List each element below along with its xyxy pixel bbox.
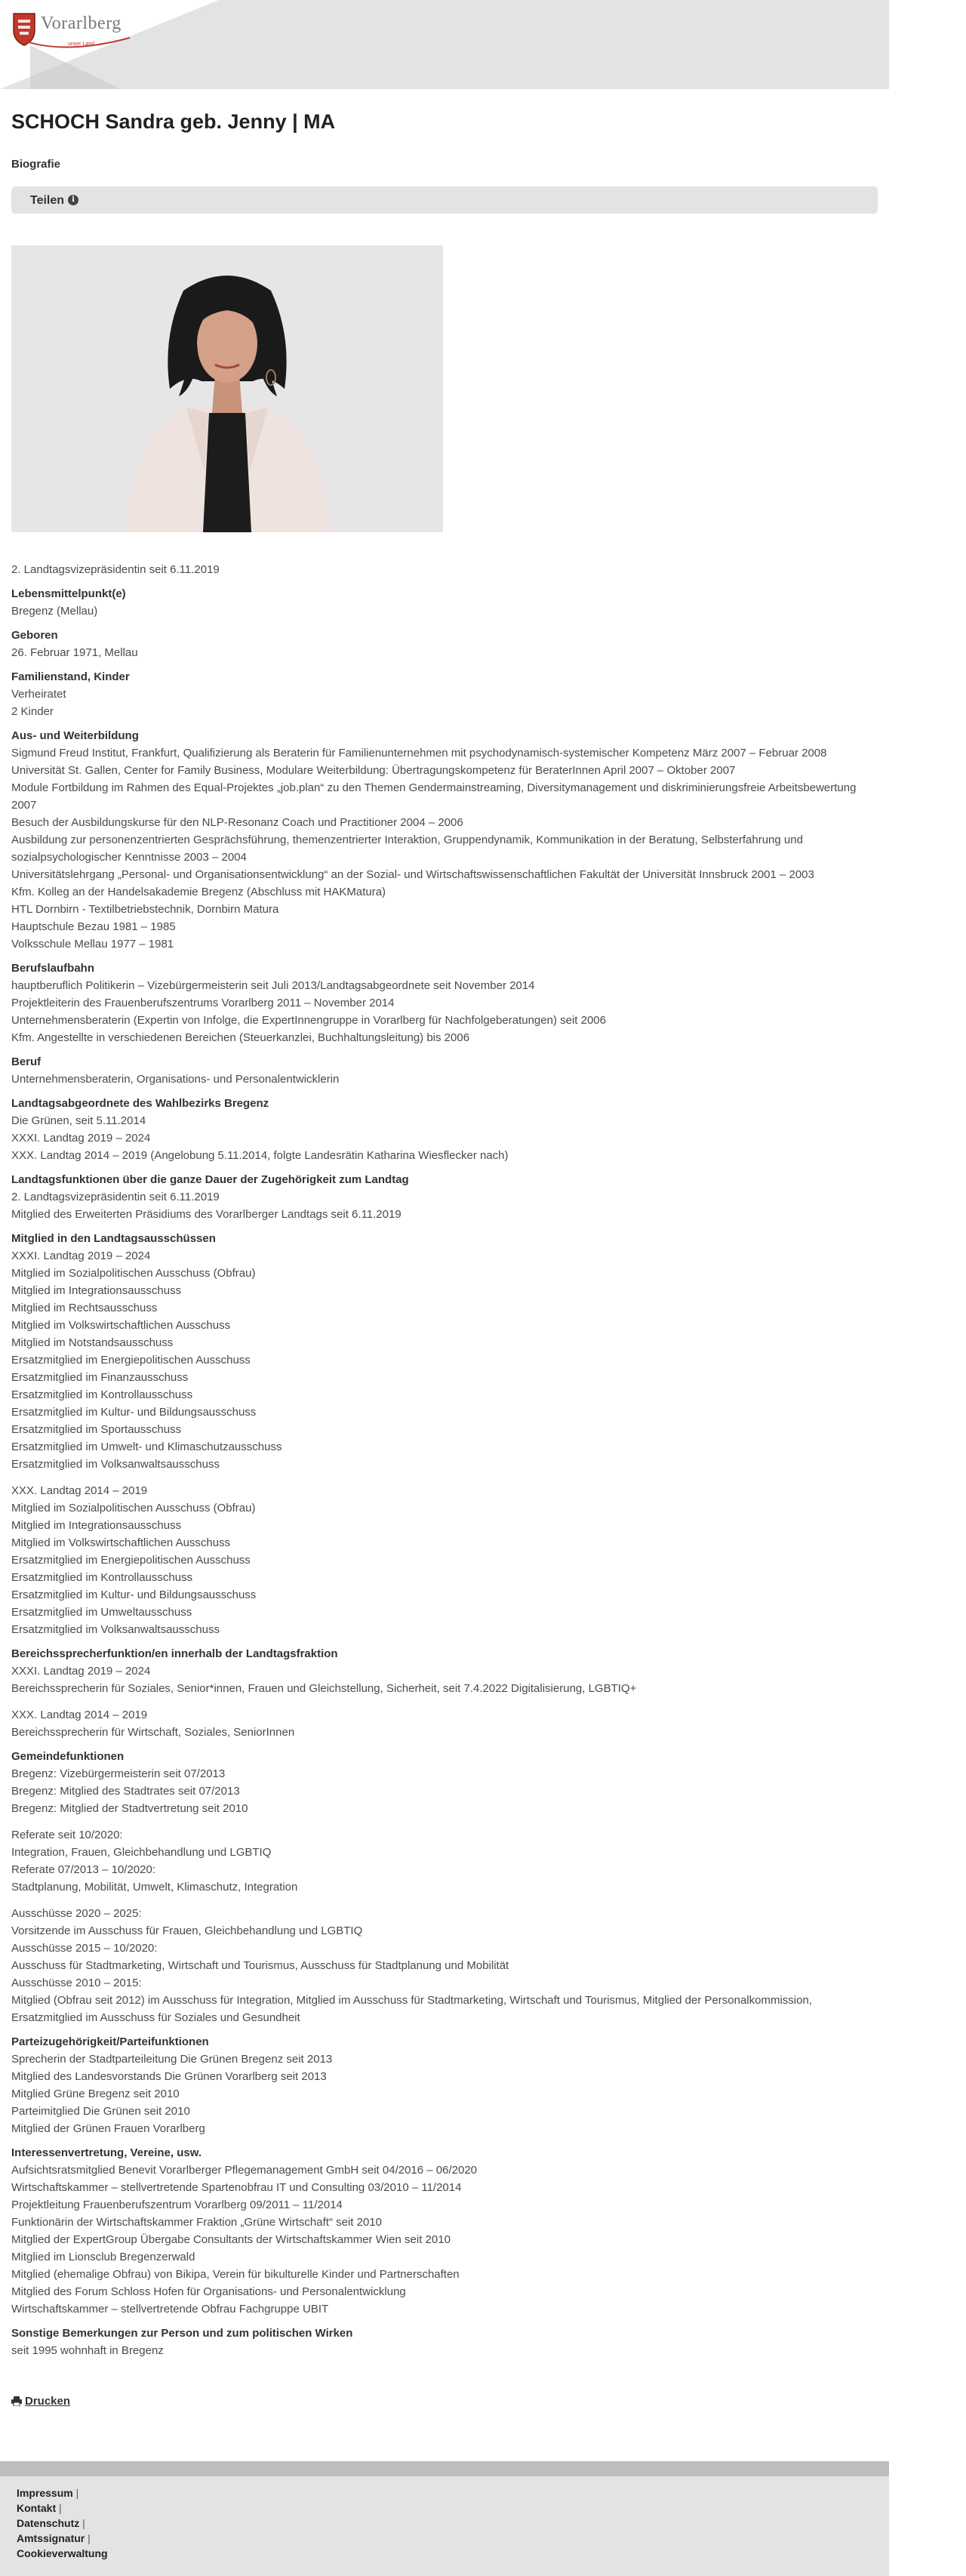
footer-link-label: Amtssignatur [17,2532,85,2544]
section-line: Mitglied im Notstandsausschuss [11,1336,174,1349]
section-title: Berufslaufbahn [11,962,95,975]
section-line: Volksschule Mellau 1977 – 1981 [11,938,174,951]
section-line: Integration, Frauen, Gleichbehandlung und LGBTIQ [11,1846,272,1859]
bio-section [11,1095,878,1164]
main-content [0,109,889,2410]
section-line: Parteimitglied Die Grünen seit 2010 [11,2105,190,2118]
section-line: Mitglied des Erweiterten Präsidiums des Vorarlberger Landtags seit 6.11.2019 [11,1208,401,1221]
printer-icon [11,2396,22,2406]
section-line: Sprecherin der Stadtparteileitung Die Grünen Bregenz seit 2013 [11,2053,333,2066]
vorarlberg-logo[interactable] [8,8,136,49]
section-line: XXXI. Landtag 2019 – 2024 [11,1665,151,1678]
section-title: Beruf [11,1055,42,1068]
section-line: Mitglied im Integrationsausschuss [11,1284,182,1297]
page-title: SCHOCH Sandra geb. Jenny | MA [11,110,336,133]
section-line: 2 Kinder [11,705,54,718]
logo-text: Vorarlberg [41,14,122,33]
section-line: Bereichssprecherin für Wirtschaft, Soziales, SeniorInnen [11,1726,295,1739]
section-title: Mitglied in den Landtagsausschüssen [11,1232,216,1245]
bio-section [11,668,878,720]
footer-link-label: Datenschutz [17,2517,80,2529]
section-line: Hauptschule Bezau 1981 – 1985 [11,920,176,933]
section-line: XXX. Landtag 2014 – 2019 (Angelobung 5.11.2014, folgte Landesrätin Katharina Wiesflecker nach) [11,1149,509,1162]
section-line: XXX. Landtag 2014 – 2019 [11,1484,148,1497]
section-title: Lebensmittelpunkt(e) [11,587,126,600]
section-line: Mitglied Grüne Bregenz seit 2010 [11,2088,180,2100]
footer-separator: | [59,2502,62,2514]
bio-section [11,2325,878,2359]
section-title: Interessenvertretung, Vereine, usw. [11,2146,202,2159]
footer-separator: | [88,2532,91,2544]
section-line: Bregenz: Mitglied des Stadtrates seit 07/2013 [11,1785,240,1798]
section-line: Ersatzmitglied im Volksanwaltsausschuss [11,1623,220,1636]
section-line: Mitglied des Forum Schloss Hofen für Organisations- und Personalentwicklung [11,2285,406,2298]
footer-link-label: Cookieverwaltung [17,2547,108,2559]
group-spacer [11,1473,878,1482]
intro-line: 2. Landtagsvizepräsidentin seit 6.11.2019 [11,563,220,576]
section-line: Referate seit 10/2020: [11,1829,123,1841]
section-line: Aufsichtsratsmitglied Benevit Vorarlberger Pflegemanagement GmbH seit 04/2016 – 06/2020 [11,2164,478,2177]
section-line: Ausschüsse 2015 – 10/2020: [11,1942,158,1955]
section-line: Mitglied (Obfrau seit 2012) im Ausschuss für Integration, Mitglied im Ausschuss für Stadtmarketing, Wirtschaft und Tourismus, Mitglied der Personalkommission, [11,1994,812,2007]
section-line: Ersatzmitglied im Energiepolitischen Ausschuss [11,1354,251,1367]
bio-section [11,1748,878,2026]
section-line: Ersatzmitglied im Kontrollausschuss [11,1571,193,1584]
bio-section [11,2033,878,2137]
section-line: Projektleitung Frauenberufszentrum Vorarlberg 09/2011 – 11/2014 [11,2199,343,2211]
section-title: Landtagsfunktionen über die ganze Dauer der Zugehörigkeit zum Landtag [11,1173,409,1186]
section-line: Bregenz: Mitglied der Stadtvertretung seit 2010 [11,1802,248,1815]
section-line: Bereichssprecherin für Soziales, Senior*innen, Frauen und Gleichstellung, Sicherheit, seit 7.4.2022 Digitalisierung, LGBTIQ+ [11,1682,637,1695]
section-line: Kfm. Kolleg an der Handelsakademie Bregenz (Abschluss mit HAKMatura) [11,886,386,898]
section-line: Mitglied im Sozialpolitischen Ausschuss (Obfrau) [11,1267,256,1280]
portrait-photo [11,245,443,532]
section-line: XXXI. Landtag 2019 – 2024 [11,1249,151,1262]
section-line: Ausbildung zur personenzentrierten Gesprächsführung, themenzentrierter Interaktion, Gruppendynamik, Kommunikation in der Beratung, Selbsterfahrung und sozialpsychologischer Kenntnisse 2003 – 2004 [11,834,803,864]
bio-section [11,627,878,661]
section-line: Mitglied im Rechtsausschuss [11,1302,158,1314]
print-label: Drucken [25,2395,71,2408]
section-line: hauptberuflich Politikerin – Vizebürgermeisterin seit Juli 2013/Landtagsabgeordnete seit November 2014 [11,979,535,992]
section-line: Referate 07/2013 – 10/2020: [11,1863,155,1876]
section-line: Unternehmensberaterin, Organisations- und Personalentwicklerin [11,1073,340,1086]
section-line: Mitglied des Landesvorstands Die Grünen Vorarlberg seit 2013 [11,2070,327,2083]
footer-link[interactable] [17,2485,872,2501]
bio-section [11,727,878,953]
section-line: Ersatzmitglied im Umwelt- und Klimaschutzausschuss [11,1441,282,1453]
section-line: Verheiratet [11,688,66,701]
footer-link[interactable] [17,2531,872,2546]
footer-link[interactable] [17,2501,872,2516]
section-title: Gemeindefunktionen [11,1750,125,1763]
footer-link[interactable] [17,2546,872,2561]
group-spacer [11,1697,878,1706]
section-line: Mitglied im Integrationsausschuss [11,1519,182,1532]
logo-tagline: unser Land [68,42,95,47]
section-line: 26. Februar 1971, Mellau [11,646,138,659]
section-line: HTL Dornbirn - Textilbetriebstechnik, Dornbirn Matura [11,903,279,916]
footer-link[interactable] [17,2516,872,2531]
section-title: Sonstige Bemerkungen zur Person und zum politischen Wirken [11,2327,353,2340]
section-line: XXXI. Landtag 2019 – 2024 [11,1132,151,1145]
section-line: Mitglied (ehemalige Obfrau) von Bikipa, Verein für bikulturelle Kinder und Partnerschaften [11,2268,460,2281]
bio-section [11,1230,878,1638]
section-line: Mitglied im Volkswirtschaftlichen Ausschuss [11,1319,231,1332]
section-line: Ersatzmitglied im Finanzausschuss [11,1371,189,1384]
info-icon: i [68,195,78,205]
section-line: Ersatzmitglied im Kontrollausschuss [11,1388,193,1401]
group-spacer [11,1896,878,1905]
footer-link-label: Kontakt [17,2502,57,2514]
section-line: Vorsitzende im Ausschuss für Frauen, Gleichbehandlung und LGBTIQ [11,1924,363,1937]
section-title: Bereichssprecherfunktion/en innerhalb der Landtagsfraktion [11,1647,338,1660]
section-title: Aus- und Weiterbildung [11,729,139,742]
print-link[interactable] [11,2393,878,2410]
section-line: Ersatzmitglied im Energiepolitischen Ausschuss [11,1554,251,1567]
footer-band [0,2461,889,2476]
bio-section [11,1645,878,1741]
section-line: Ersatzmitglied im Sportausschuss [11,1423,182,1436]
section-line: Bregenz (Mellau) [11,605,98,618]
share-button[interactable] [30,192,78,209]
section-line: Unternehmensberaterin (Expertin von Infolge, die ExpertInnengruppe in Vorarlberg für Nachfolgeberatungen) seit 2006 [11,1014,606,1027]
section-line: Besuch der Ausbildungskurse für den NLP-Resonanz Coach und Practitioner 2004 – 2006 [11,816,463,829]
section-line: Mitglied der Grünen Frauen Vorarlberg [11,2122,205,2135]
section-title: Geboren [11,629,58,642]
biography-sections [11,585,878,2359]
section-line: Mitglied im Lionsclub Bregenzerwald [11,2251,195,2263]
section-title: Parteizugehörigkeit/Parteifunktionen [11,2035,209,2048]
section-line: seit 1995 wohnhaft in Bregenz [11,2344,164,2357]
section-line: Funktionärin der Wirtschaftskammer Fraktion „Grüne Wirtschaft“ seit 2010 [11,2216,382,2229]
section-line: Universitätslehrgang „Personal- und Organisationsentwicklung“ an der Sozial- und Wirtschaftswissenschaftlichen Fakultät der Universität Innsbruck 2001 – 2003 [11,868,814,881]
bio-section [11,960,878,1046]
section-line: Ausschüsse 2020 – 2025: [11,1907,142,1920]
bio-section [11,2144,878,2318]
section-line: Ersatzmitglied im Ausschuss für Soziales und Gesundheit [11,2011,300,2024]
footer-separator: | [82,2517,85,2529]
group-spacer [11,1817,878,1826]
share-label: Teilen [30,193,65,207]
section-line: Universität St. Gallen, Center for Family Business, Modulare Weiterbildung: Übertragungskompetenz für BeraterInnen April 2007 – Oktober 2007 [11,764,736,777]
section-line: Mitglied der ExpertGroup Übergabe Consultants der Wirtschaftskammer Wien seit 2010 [11,2233,451,2246]
site-header [0,0,889,89]
share-bar [11,186,878,214]
section-line: Ersatzmitglied im Kultur- und Bildungsausschuss [11,1588,257,1601]
page-subtitle: Biografie [11,158,61,171]
section-line: 2. Landtagsvizepräsidentin seit 6.11.2019 [11,1191,220,1203]
section-line: Stadtplanung, Mobilität, Umwelt, Klimaschutz, Integration [11,1881,298,1893]
footer-separator: | [75,2487,79,2499]
section-line: Ersatzmitglied im Umweltausschuss [11,1606,192,1619]
footer-link-label: Impressum [17,2487,73,2499]
section-title: Landtagsabgeordnete des Wahlbezirks Bregenz [11,1097,269,1110]
section-line: Projektleiterin des Frauenberufszentrums Vorarlberg 2011 – November 2014 [11,997,395,1009]
section-line: Kfm. Angestellte in verschiedenen Bereichen (Steuerkanzlei, Buchhaltungsleitung) bis 2006 [11,1031,470,1044]
section-line: Wirtschaftskammer – stellvertretende Obfrau Fachgruppe UBIT [11,2303,329,2316]
bio-section [11,1171,878,1223]
section-line: Mitglied im Sozialpolitischen Ausschuss (Obfrau) [11,1502,256,1514]
section-line: XXX. Landtag 2014 – 2019 [11,1709,148,1721]
section-line: Ausschüsse 2010 – 2015: [11,1977,142,1989]
bio-section [11,1053,878,1088]
section-line: Die Grünen, seit 5.11.2014 [11,1114,146,1127]
bio-section [11,585,878,620]
section-line: Ersatzmitglied im Kultur- und Bildungsausschuss [11,1406,257,1419]
portrait-image [11,245,443,532]
section-line: Bregenz: Vizebürgermeisterin seit 07/2013 [11,1767,226,1780]
section-line: Sigmund Freud Institut, Frankfurt, Qualifizierung als Beraterin für Familienunternehmen mit psychodynamisch-systemischer Kompetenz März 2007 – Februar 2008 [11,747,827,760]
site-footer [0,2476,889,2576]
section-line: Wirtschaftskammer – stellvertretende Spartenobfrau IT und Consulting 03/2010 – 11/2014 [11,2181,462,2194]
section-line: Ausschuss für Stadtmarketing, Wirtschaft und Tourismus, Ausschuss für Stadtplanung und Mobilität [11,1959,509,1972]
section-line: Mitglied im Volkswirtschaftlichen Ausschuss [11,1536,231,1549]
section-title: Familienstand, Kinder [11,670,130,683]
section-line: Ersatzmitglied im Volksanwaltsausschuss [11,1458,220,1471]
section-line: Module Fortbildung im Rahmen des Equal-Projektes „job.plan“ zu den Themen Gendermainstreaming, Diversitymanagement und diskriminierungsfreie Arbeitsbewertung 2007 [11,781,857,812]
